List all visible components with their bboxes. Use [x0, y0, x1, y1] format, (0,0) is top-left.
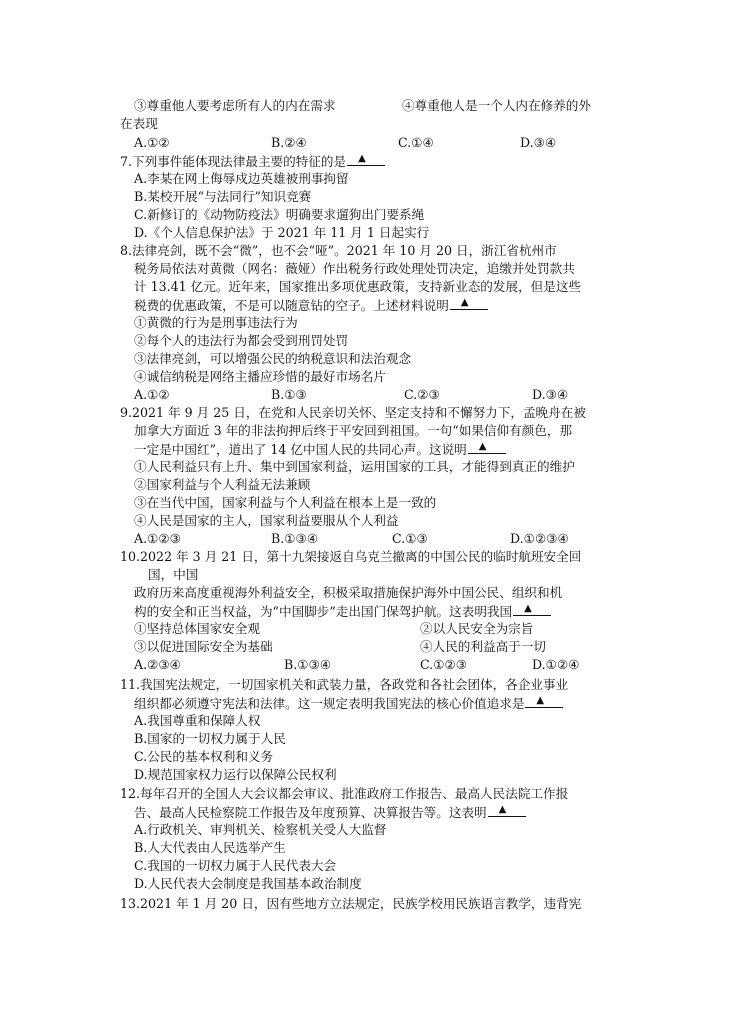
q8-options	[134, 386, 634, 404]
q12-choice-d: D.人民代表大会制度是我国基本政治制度	[134, 876, 362, 891]
q11-line-2-text: 组织都必须遵守宪法和法律。这一规定表明我国宪法的核心价值追求是	[134, 696, 525, 711]
option-c: C.①④	[398, 135, 434, 150]
q11-choice-b: B.国家的一切权力属于人民	[134, 731, 286, 746]
q11-line-1: 11.我国宪法规定，一切国家机关和武装力量，各政党和各社会团体，各企业事业	[120, 677, 569, 692]
option-a: A.①②③	[134, 531, 181, 546]
answer-blank[interactable]	[525, 694, 563, 708]
option-a: A.①②	[134, 387, 170, 402]
q8-statement-4: ④诚信纳税是网络主播应珍惜的最好市场名片	[134, 369, 386, 384]
q7-stem-text: 7.下列事件能体现法律最主要的特征的是	[120, 154, 347, 169]
q12-line-2-text: 告、最高人民检察院工作报告及年度预算、决算报告等。这表明	[134, 805, 487, 820]
option-c: C.①③	[392, 531, 428, 546]
q9-line-1: 9.2021 年 9 月 25 日，在党和人民亲切关怀、坚定支持和不懈努力下，孟晚舟在被	[120, 405, 586, 420]
q10-statement-3: ③以促进国际安全为基础	[134, 639, 273, 654]
q10-line-2: 国，中国	[148, 567, 199, 582]
option-b: B.①③④	[284, 657, 332, 672]
q9-line-3-text: 一定是中国红”，道出了 14 亿中国人民的共同心声。这说明	[134, 442, 467, 457]
statement-4: ④尊重他人是一个人内在修养的外	[402, 98, 591, 113]
q12-choice-a: A.行政机关、审判机关、检察机关受人大监督	[134, 822, 387, 837]
q8-statement-3: ③法律亮剑，可以增强公民的纳税意识和法治观念	[134, 351, 412, 366]
q7-choice-c: C.新修订的《动物防疫法》明确要求遛狗出门要系绳	[134, 207, 425, 222]
q8-line-4	[134, 296, 489, 315]
q8-statement-1: ①黄微的行为是刑事违法行为	[134, 315, 298, 330]
q11-choice-d: D.规范国家权力运行以保障公民权利	[134, 767, 337, 782]
q8-line-3: 计 13.41 亿元。近年来，国家推出多项优惠政策，支持新业态的发展，但是这些	[134, 279, 582, 294]
option-b: B.①③④	[271, 531, 319, 546]
q10-line-3: 政府历来高度重视海外利益安全，积极采取措施保护海外中国公民、组织和机	[134, 585, 563, 600]
q8-statement-2: ②每个人的违法行为都会受到刑罚处罚	[134, 333, 349, 348]
statement-3: ③尊重他人要考虑所有人的内在需求	[134, 98, 336, 113]
q10-line-4	[134, 602, 552, 621]
option-a: A.①②	[134, 135, 170, 150]
blank-triangle-icon: ▲	[524, 603, 532, 614]
q7-choice-b: B.某校开展“与法同行”知识竞赛	[134, 189, 312, 204]
q9-statement-4: ④人民是国家的主人，国家利益要服从个人利益	[134, 513, 399, 528]
answer-blank[interactable]	[468, 440, 506, 454]
q11-line-2	[134, 694, 564, 713]
q8-line-4-text: 税费的优惠政策，不是可以随意钻的空子。上述材料说明	[134, 298, 449, 313]
q9-statement-2: ②国家利益与个人利益无法兼顾	[134, 477, 311, 492]
option-c: C.②③	[404, 387, 440, 402]
answer-blank[interactable]	[488, 803, 526, 817]
q9-line-2: 加拿大方面近 3 年的非法拘押后终于平安回到祖国。一句“如果信仰有颜色，那	[134, 423, 573, 438]
q10-statement-2: ②以人民安全为宗旨	[420, 621, 534, 636]
blank-triangle-icon: ▲	[460, 297, 469, 308]
q10-statement-1: ①坚持总体国家安全观	[134, 621, 260, 636]
option-d: D.①②④	[532, 657, 580, 672]
q12-line-1: 12.每年召开的全国人大会议都会审议、批准政府工作报告、最高人民法院工作报	[120, 786, 569, 801]
q7-choice-d: D.《个人信息保护法》于 2021 年 11 月 1 日起实行	[134, 225, 430, 240]
q12-choice-c: C.我国的一切权力属于人民代表大会	[134, 858, 337, 873]
blank-triangle-icon: ▲	[536, 695, 545, 706]
option-a: A.②③④	[134, 657, 181, 672]
q12-choice-b: B.人大代表由人民选举产生	[134, 840, 286, 855]
q9-line-3	[134, 440, 507, 459]
q8-line-2: 税务局依法对黄微（网名：薇娅）作出税务行政处理处罚决定，追缴并处罚款共	[134, 261, 575, 276]
q10-line-1: 10.2022 年 3 月 21 日，第十九架接返自乌克兰撤离的中国公民的临时航班安全回	[120, 549, 582, 564]
q10-statement-4: ④人民的利益高于一切	[420, 639, 546, 654]
q12-line-2	[134, 803, 527, 822]
blank-triangle-icon: ▲	[478, 441, 487, 452]
statement-4-cont: 在表现	[120, 116, 158, 131]
q11-choice-a: A.我国尊重和保障人权	[134, 713, 261, 728]
q7-stem	[120, 152, 386, 171]
answer-blank[interactable]	[450, 296, 488, 310]
q13-line-1: 13.2021 年 1 月 20 日，因有些地方立法规定，民族学校用民族语言教学，违背宪	[120, 896, 582, 911]
q10-options	[134, 656, 634, 674]
blank-triangle-icon: ▲	[358, 153, 366, 164]
option-d: D.③④	[520, 135, 557, 150]
options-row	[134, 134, 634, 152]
option-c: C.①②③	[420, 657, 468, 672]
blank-triangle-icon: ▲	[498, 804, 507, 815]
q9-options	[134, 530, 634, 548]
q9-statement-1: ①人民利益只有上升、集中到国家利益，运用国家的工具，才能得到真正的维护	[134, 459, 575, 474]
q11-choice-c: C.公民的基本权利和义务	[134, 749, 274, 764]
answer-blank[interactable]	[347, 152, 385, 166]
option-d: D.③④	[532, 387, 569, 402]
answer-blank[interactable]	[513, 602, 551, 616]
option-b: B.①③	[271, 387, 307, 402]
q7-choice-a: A.李某在网上侮辱戍边英雄被刑事拘留	[134, 171, 349, 186]
option-d: D.①②③④	[510, 531, 569, 546]
option-b: B.②④	[271, 135, 307, 150]
q8-line-1: 8.法律亮剑，既不会“微”，也不会“哑”。2021 年 10 月 20 日，浙江省杭州市	[120, 243, 557, 258]
q10-line-4-text: 构的安全和正当权益，为“中国脚步”走出国门保驾护航。这表明我国	[134, 604, 513, 619]
q9-statement-3: ③在当代中国，国家利益与个人利益在根本上是一致的	[134, 495, 437, 510]
